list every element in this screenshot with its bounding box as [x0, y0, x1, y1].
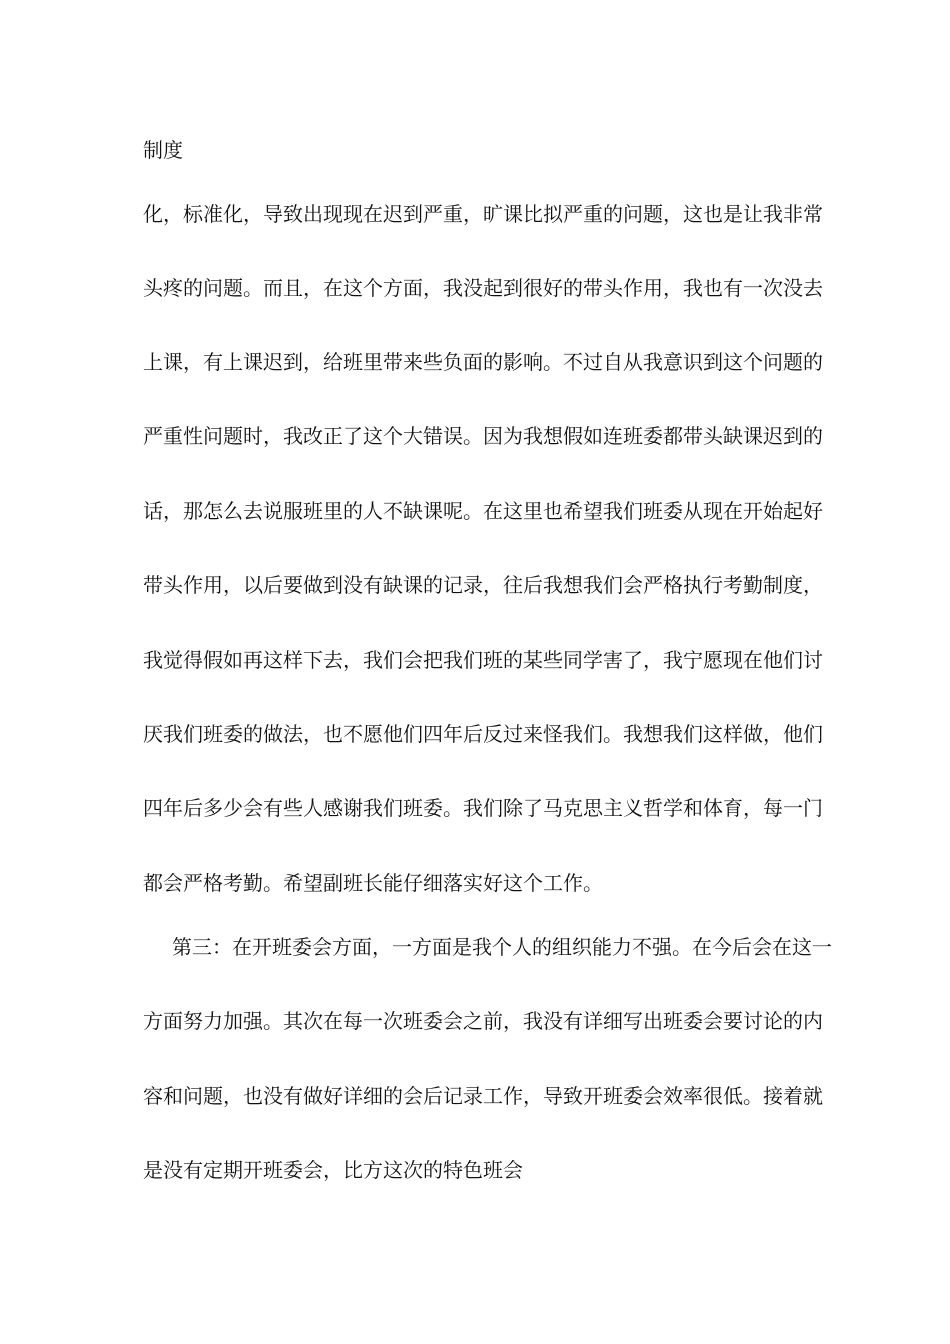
- text-line: 上课，有上课迟到，给班里带来些负面的影响。不过自从我意识到这个问题的: [143, 350, 823, 374]
- text-line: 是没有定期开班委会，比方这次的特色班会: [143, 1158, 523, 1182]
- text-line: 带头作用，以后要做到没有缺课的记录，往后我想我们会严格执行考勤制度，: [143, 573, 823, 597]
- text-line: 头疼的问题。而且，在这个方面，我没起到很好的带头作用，我也有一次没去: [143, 276, 823, 300]
- text-line: 方面努力加强。其次在每一次班委会之前，我没有详细写出班委会要讨论的内: [143, 1009, 823, 1033]
- text-line: 我觉得假如再这样下去，我们会把我们班的某些同学害了，我宁愿现在他们讨: [143, 648, 823, 672]
- paragraph-first-line: 第三：在开班委会方面，一方面是我个人的组织能力不强。在今后会在这一: [172, 935, 832, 959]
- text-line: 容和问题，也没有做好详细的会后记录工作，导致开班委会效率很低。接着就: [143, 1084, 823, 1108]
- text-line: 制度: [143, 138, 183, 162]
- text-line: 化，标准化，导致出现现在迟到严重，旷课比拟严重的问题，这也是让我非常: [143, 202, 823, 226]
- text-line: 都会严格考勤。希望副班长能仔细落实好这个工作。: [143, 871, 603, 895]
- text-line: 厌我们班委的做法，也不愿他们四年后反过来怪我们。我想我们这样做，他们: [143, 722, 823, 746]
- text-line: 话，那怎么去说服班里的人不缺课呢。在这里也希望我们班委从现在开始起好: [143, 499, 823, 523]
- text-line: 严重性问题时，我改正了这个大错误。因为我想假如连班委都带头缺课迟到的: [143, 424, 823, 448]
- text-line: 四年后多少会有些人感谢我们班委。我们除了马克思主义哲学和体育，每一门: [143, 796, 823, 820]
